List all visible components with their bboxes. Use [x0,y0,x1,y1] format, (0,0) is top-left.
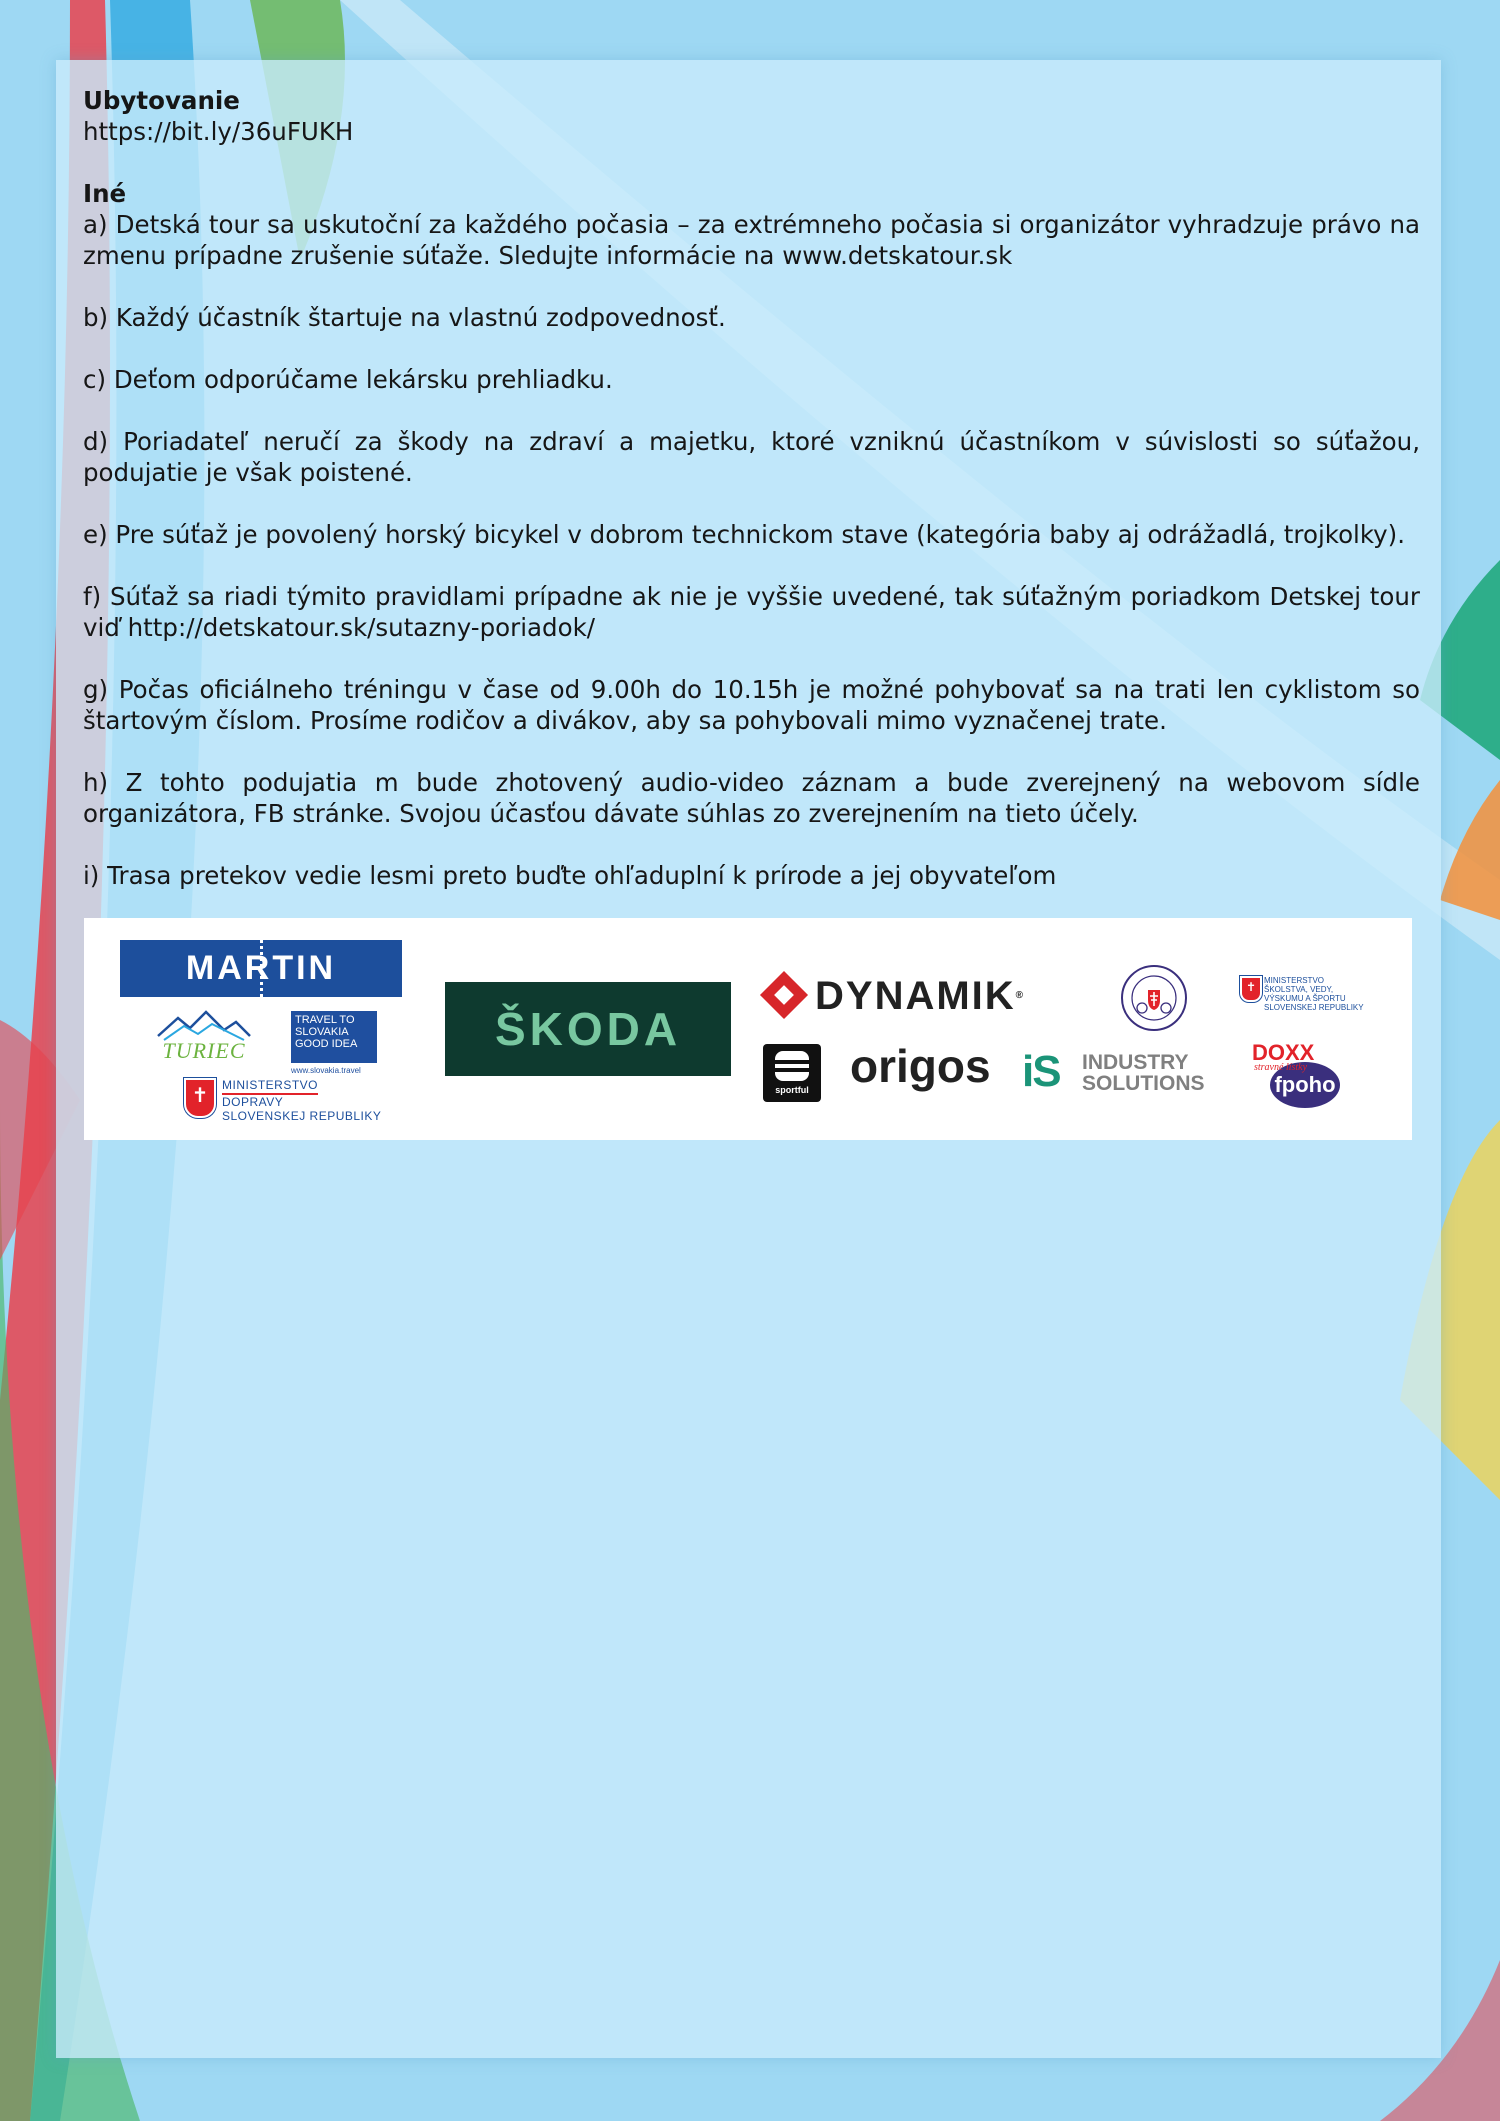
rule-item-i: i) Trasa pretekov vedie lesmi preto buďte ohľaduplní k prírode a jej obyvateľom [83,861,1057,890]
ministry-transport-text [222,1078,381,1123]
slovak-crest-small-icon: ✝ [1240,976,1262,1002]
cycling-union-logo [1120,964,1188,1032]
travel-slovakia-logo [291,1011,377,1075]
dynamik-text [815,972,1023,1020]
doxx-subtitle: stravné lístky [1254,1062,1308,1073]
ministry-education-line-1: MINISTERSTVO [1264,976,1325,985]
ministry-transport-line-2: DOPRAVY [222,1095,284,1109]
ministry-transport-line-1: MINISTERSTVO [222,1078,318,1095]
dynamik-logo [763,972,1073,1020]
ministry-education-text [1264,976,1364,1012]
origos-logo: origos [850,1040,991,1092]
industry-mark: iS [1022,1047,1060,1096]
ministry-transport-logo [184,1078,384,1128]
travel-line-3: GOOD IDEA [295,1038,358,1050]
doxx-fpoho-logo [1252,1042,1352,1108]
sportful-text: sportful [775,1085,809,1095]
rule-item-a: a) Detská tour sa uskutoční za každého počasia – za extrémneho počasia si organizátor vyhradzuje právo na zmenu prípadne zrušenie súťaže. Sledujte informácie na www.detskatour.sk [83,210,1420,270]
ministry-education-line-3: VÝSKUMU A ŠPORTU [1264,994,1346,1003]
document-body [83,85,1420,891]
martin-logo-dots [260,940,263,997]
sponsor-logos [84,918,1412,1140]
slovak-crest-icon: ✝ [184,1078,216,1118]
industry-line-2: SOLUTIONS [1082,1072,1205,1095]
travel-line-1: TRAVEL TO [295,1014,355,1026]
fpoho-text: fpoho [1274,1072,1336,1097]
rule-item-h: h) Z tohto podujatia m bude zhotovený audio-video záznam a bude zverejnený na webovom sídle organizátora, FB stránke. Svojou účasťou dávate súhlas zo zverejnením na tieto účely. [83,768,1420,828]
cycling-union-seal-icon [1120,964,1188,1032]
turiec-text: TURIEC [162,1038,246,1063]
industry-solutions-logo [1022,1047,1212,1096]
turiec-logo [154,1010,254,1066]
rule-item-f: f) Súťaž sa riadi týmito pravidlami prípadne ak nie je vyššie uvedené, tak súťažným poriadkom Detskej tour viď http://detskatour.sk/sutazny-poriadok/ [83,582,1420,642]
travel-line-2: SLOVAKIA [295,1026,349,1038]
other-heading: Iné [83,179,127,208]
skoda-logo: ŠKODA [445,982,731,1076]
rule-item-g: g) Počas oficiálneho tréningu v čase od 9.00h do 10.15h je možné pohybovať sa na trati len cyklistom so štartovým číslom. Prosíme rodičov a divákov, aby sa pohybovali mimo vyznačenej trate. [83,675,1420,735]
rule-item-d: d) Poriadateľ neručí za škody na zdraví a majetku, ktoré vzniknú účastníkom v súvislosti so súťažou, podujatie je však poistené. [83,427,1420,487]
ministry-education-line-4: SLOVENSKEJ REPUBLIKY [1264,1003,1364,1012]
martin-logo-text: MARTIN [185,949,337,987]
rule-item-c: c) Deťom odporúčame lekársku prehliadku. [83,365,613,394]
accommodation-link[interactable]: https://bit.ly/36uFUKH [83,117,354,146]
sportful-mark-icon [775,1051,809,1081]
doxx-text: DOXX [1252,1040,1315,1065]
sportful-logo [763,1044,821,1102]
accommodation-heading: Ubytovanie [83,86,240,115]
travel-url: www.slovakia.travel [291,1066,361,1075]
ministry-education-logo [1240,976,1370,1020]
industry-text [1082,1052,1205,1094]
rule-item-e: e) Pre súťaž je povolený horský bicykel v dobrom technickom stave (kategória baby aj odrážadlá, trojkolky). [83,520,1406,549]
martin-logo [120,940,402,997]
ministry-education-line-2: ŠKOLSTVA, VEDY, [1264,985,1334,994]
dynamik-registered: ® [1015,990,1024,1001]
rule-item-b: b) Každý účastník štartuje na vlastnú zodpovednosť. [83,303,726,332]
ministry-transport-line-3: SLOVENSKEJ REPUBLIKY [222,1109,382,1123]
dynamik-name: DYNAMIK [815,974,1016,1018]
industry-line-1: INDUSTRY [1082,1051,1189,1074]
